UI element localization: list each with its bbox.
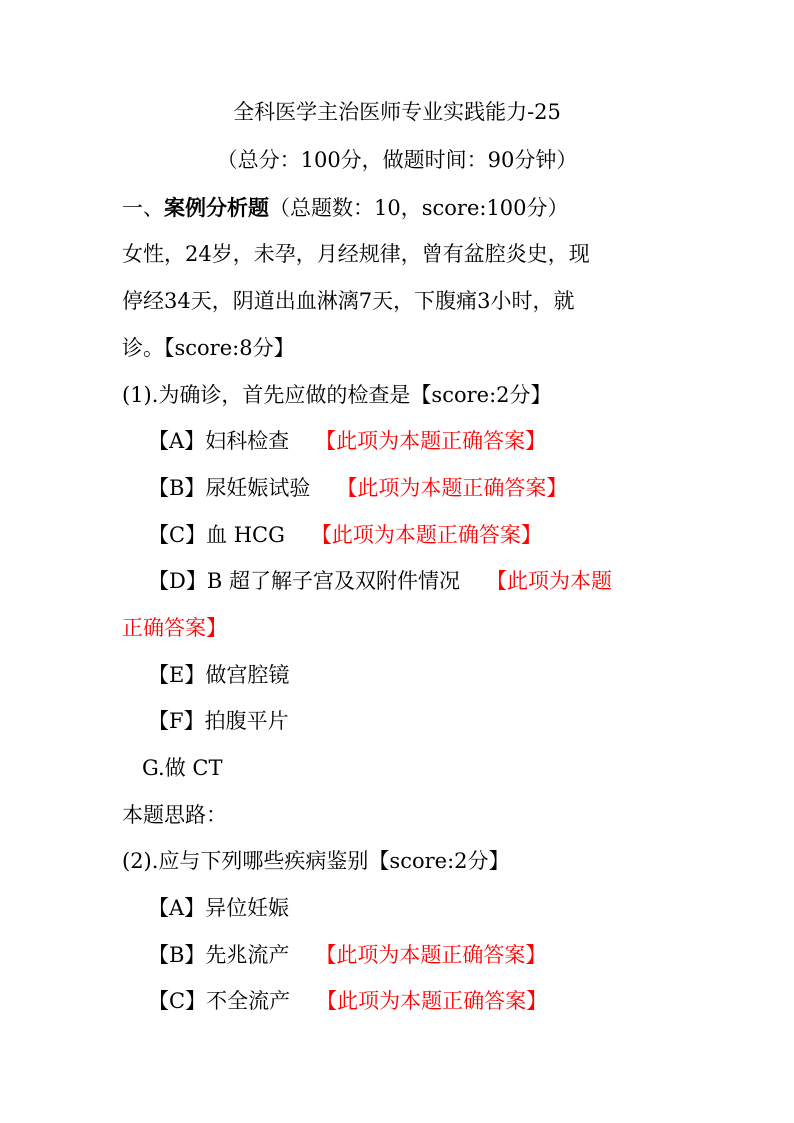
option-text: 【A】妇科检查 [148,429,290,453]
document-title: 全科医学主治医师专业实践能力-25 [233,100,561,124]
option-item [148,941,674,969]
section-info: （总题数：10，score:100分） [269,196,569,220]
option-text: 【E】做宫腔镜 [148,663,290,687]
question-stem: (1).为确诊，首先应做的检查是【score:2分】 [122,383,552,407]
case-text-line: 诊。【score:8分】 [122,336,295,360]
section-name: 案例分析题 [164,195,269,220]
option-item [148,427,674,455]
option-text: 【F】拍腹平片 [148,709,289,733]
option-item [148,661,674,689]
option-item [148,894,674,922]
option-item [148,521,674,549]
section-number: 一、 [122,196,164,220]
option-item [148,567,674,595]
option-text: G.做 CT [142,756,223,780]
correct-answer-mark: 正确答案】 [122,616,227,640]
option-item [148,987,674,1015]
case-text-line: 停经34天，阴道出血淋漓7天，下腹痛3小时，就 [122,289,575,313]
correct-answer-mark: 【此项为本题正确答案】 [315,429,547,453]
option-item [142,754,674,782]
option-item-continuation [122,614,674,642]
correct-answer-mark: 【此项为本题正确答案】 [310,523,542,547]
correct-answer-mark: 【此项为本题正确答案】 [315,943,547,967]
correct-answer-mark: 【此项为本题 [485,569,612,593]
analysis-label: 本题思路： [122,803,227,827]
document-subtitle: （总分：100分，做题时间：90分钟） [216,148,578,172]
option-text: 【D】B 超了解子宫及双附件情况 [148,569,460,593]
option-text: 【B】尿妊娠试验 [148,476,311,500]
case-text-line: 女性，24岁，未孕，月经规律，曾有盆腔炎史，现 [122,242,590,266]
question-stem: (2).应与下列哪些疾病鉴别【score:2分】 [122,849,510,873]
option-item [148,707,674,735]
correct-answer-mark: 【此项为本题正确答案】 [316,989,548,1013]
option-item [148,474,674,502]
option-text: 【A】异位妊娠 [148,896,290,920]
option-text: 【B】先兆流产 [148,943,290,967]
option-text: 【C】血 HCG [148,523,285,547]
correct-answer-mark: 【此项为本题正确答案】 [336,476,568,500]
option-text: 【C】不全流产 [148,989,291,1013]
section-heading [122,194,674,222]
